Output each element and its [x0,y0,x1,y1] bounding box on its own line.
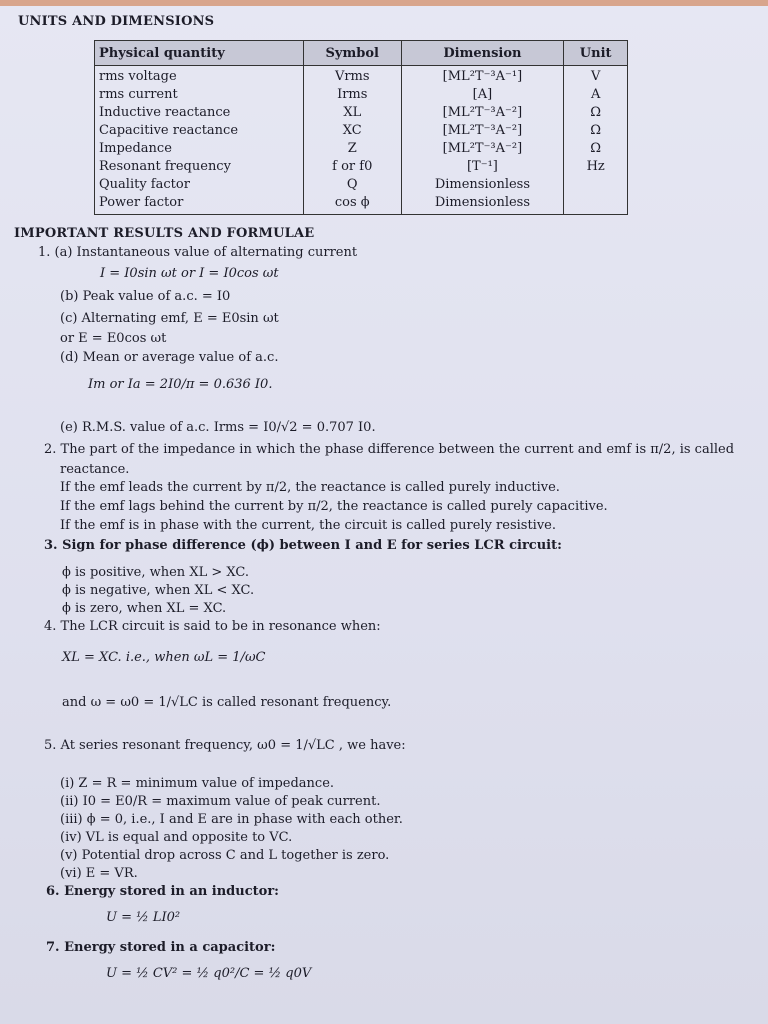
item-6: 6. Energy stored in an inductor: [46,884,279,899]
item-1c-or: or E = E0cos ωt [60,331,167,346]
formula-inductor-energy: U = ½ LI0² [106,910,181,925]
header-quantity: Physical quantity [95,41,304,66]
item-1c: (c) Alternating emf, E = E0sin ωt [60,311,279,326]
item-5: 5. At series resonant frequency, ω0 = 1/√LC , we have: [44,738,406,753]
quantity-column: rms voltage rms current Inductive reactance Capacitive reactance Impedance Resonant frequency Quality factor Power factor [95,66,304,215]
item-1a: 1. (a) Instantaneous value of alternating current [38,245,358,260]
item-3-zero: ϕ is zero, when XL = XC. [62,601,227,616]
item-5-ii: (ii) I0 = E0/R = maximum value of peak current. [60,794,381,809]
unit-column: V A Ω Ω Ω Hz [564,66,628,215]
item-5-vi: (vi) E = VR. [60,866,138,881]
item-5-iv: (iv) VL is equal and opposite to VC. [60,830,293,845]
item-1e: (e) R.M.S. value of a.c. Irms = I0/√2 = 0.707 I0. [60,420,376,435]
item-4: 4. The LCR circuit is said to be in resonance when: [44,619,381,634]
dimensions-table [94,40,628,215]
section-heading-results: IMPORTANT RESULTS AND FORMULAE [14,226,315,241]
top-border [0,0,768,6]
item-5-i: (i) Z = R = minimum value of impedance. [60,776,335,791]
symbol-column: Vrms Irms XL XC Z f or f0 Q cos ϕ [304,66,402,215]
item-3: 3. Sign for phase difference (ϕ) between I and E for series LCR circuit: [44,538,562,553]
item-1b: (b) Peak value of a.c. = I0 [60,289,231,304]
item-2-capacitive: If the emf lags behind the current by π/2, the reactance is called purely capacitive. [60,499,608,514]
item-3-negative: ϕ is negative, when XL < XC. [62,583,255,598]
item-1d: (d) Mean or average value of a.c. [60,350,279,365]
item-5-v: (v) Potential drop across C and L together is zero. [60,848,390,863]
item-2-inductive: If the emf leads the current by π/2, the reactance is called purely inductive. [60,480,560,495]
section-heading-units: UNITS AND DIMENSIONS [18,14,215,29]
item-2-resistive: If the emf is in phase with the current, the circuit is called purely resistive. [60,518,556,533]
item-7: 7. Energy stored in a capacitor: [46,940,276,955]
formula-resonant-frequency: and ω = ω0 = 1/√LC is called resonant frequency. [62,695,392,710]
formula-current: I = I0sin ωt or I = I0cos ωt [100,266,279,281]
item-2-cont: reactance. [60,462,130,477]
item-3-positive: ϕ is positive, when XL > XC. [62,565,250,580]
item-2: 2. The part of the impedance in which the phase difference between the current and emf is π/2, is called [44,442,735,457]
formula-resonance: XL = XC. i.e., when ωL = 1/ωC [62,650,266,665]
dimension-column: [ML²T⁻³A⁻¹] [A] [ML²T⁻³A⁻²] [ML²T⁻³A⁻²] [ML²T⁻³A⁻²] [T⁻¹] Dimensionless Dimensionless [401,66,564,215]
formula-capacitor-energy: U = ½ CV² = ½ q0²/C = ½ q0V [106,966,312,981]
header-dimension: Dimension [401,41,564,66]
header-unit: Unit [564,41,628,66]
header-symbol: Symbol [304,41,402,66]
formula-mean: Im or Ia = 2I0/π = 0.636 I0. [88,377,273,392]
item-5-iii: (iii) ϕ = 0, i.e., I and E are in phase with each other. [60,812,403,827]
